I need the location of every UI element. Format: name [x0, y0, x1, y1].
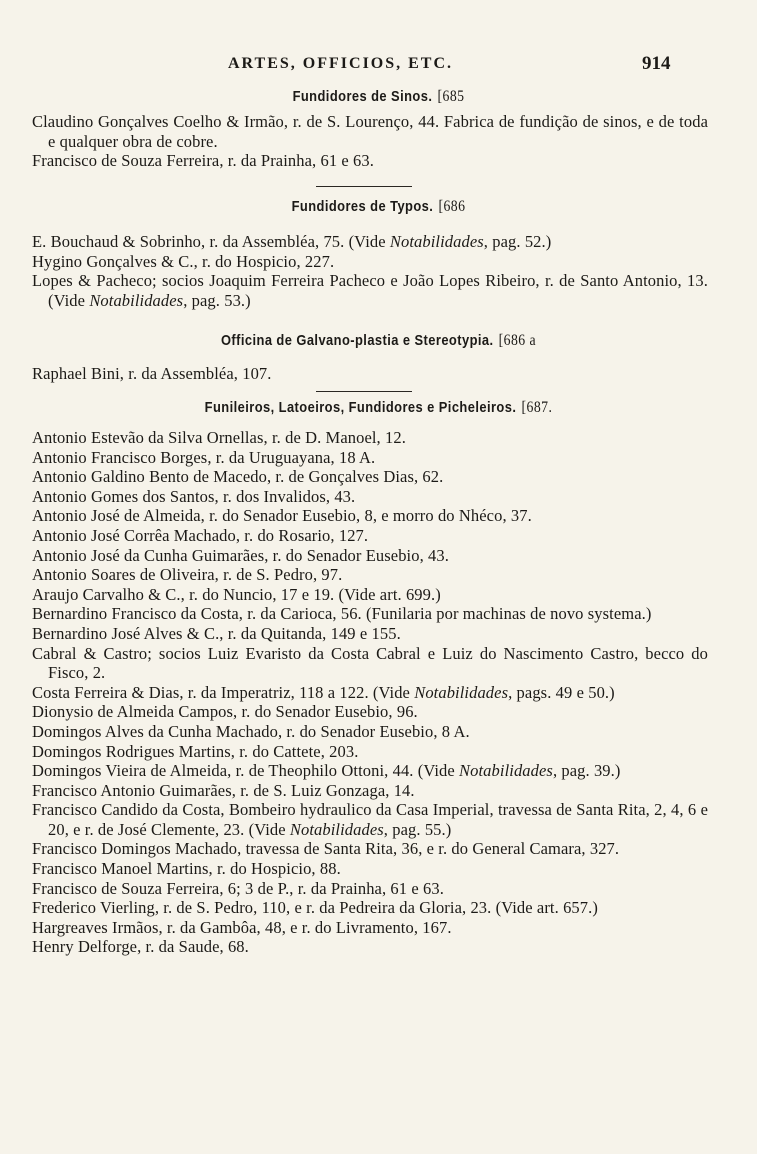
section-code: [686	[438, 198, 466, 215]
list-item: Frederico Vierling, r. de S. Pedro, 110, e r. da Pedreira da Gloria, 23. (Vide art. 657.)	[32, 898, 598, 918]
section-title: Officina de Galvano-plastia e Stereotypia.	[220, 332, 494, 349]
list-item: Dionysio de Almeida Campos, r. do Senador Eusebio, 96.	[32, 702, 418, 722]
list-item: Antonio José de Almeida, r. do Senador Eusebio, 8, e morro do Nhéco, 37.	[32, 506, 532, 526]
section-entries-687	[0, 428, 757, 957]
list-item: Araujo Carvalho & C., r. do Nuncio, 17 e 19. (Vide art. 699.)	[32, 584, 441, 604]
list-item: Domingos Alves da Cunha Machado, r. do Senador Eusebio, 8 A.	[32, 721, 470, 741]
section-divider	[316, 186, 412, 187]
section-heading-686a	[53, 332, 704, 350]
section-code: [687.	[521, 399, 553, 416]
list-item: Francisco Domingos Machado, travessa de Santa Rita, 36, e r. do General Camara, 327.	[32, 839, 620, 859]
list-item: Raphael Bini, r. da Assembléa, 107.	[32, 364, 272, 383]
list-item: Bernardino Francisco da Costa, r. da Carioca, 56. (Funilaria por machinas de novo systema.)	[32, 604, 652, 624]
section-entries-686	[0, 232, 757, 310]
running-head	[0, 55, 757, 83]
section-title: Fundidores de Typos.	[291, 198, 434, 215]
section-heading-687	[53, 399, 704, 417]
list-item: Domingos Vieira de Almeida, r. de Theophilo Ottoni, 44. (Vide Notabilidades, pag. 39.)	[32, 761, 621, 781]
section-title: Funileiros, Latoeiros, Fundidores e Picheleiros.	[204, 399, 517, 416]
running-title: ARTES, OFFICIOS, ETC.	[228, 55, 454, 72]
list-item: Lopes & Pacheco; socios Joaquim Ferreira Pacheco e João Lopes Ribeiro, r. de Santo Antonio, 13. (Vide Notabilidades, pag. 53.)	[32, 271, 708, 310]
list-item: Francisco de Souza Ferreira, 6; 3 de P., r. da Prainha, 61 e 63.	[32, 878, 444, 898]
section-code: [686 a	[498, 332, 537, 349]
section-heading-685	[53, 88, 704, 106]
list-item: Francisco de Souza Ferreira, r. da Prainha, 61 e 63.	[32, 151, 374, 171]
list-item: Antonio Soares de Oliveira, r. de S. Pedro, 97.	[32, 565, 343, 585]
list-item: Antonio Francisco Borges, r. da Uruguayana, 18 A.	[32, 447, 376, 467]
list-item: Antonio José da Cunha Guimarães, r. do Senador Eusebio, 43.	[32, 545, 449, 565]
list-item: Francisco Candido da Costa, Bombeiro hydraulico da Casa Imperial, travessa de Santa Rita, 2, 4, 6 e 20, e r. de José Clemente, 23. (Vide Notabilidades, pag. 55.)	[32, 800, 708, 839]
section-code: [685	[437, 88, 465, 105]
section-title: Fundidores de Sinos.	[292, 88, 433, 105]
list-item: Henry Delforge, r. da Saude, 68.	[32, 937, 249, 957]
list-item: Costa Ferreira & Dias, r. da Imperatriz, 118 a 122. (Vide Notabilidades, pags. 49 e 50.)	[32, 682, 615, 702]
list-item: Claudino Gonçalves Coelho & Irmão, r. de S. Lourenço, 44. Fabrica de fundição de sinos, e de toda e qualquer obra de cobre.	[32, 112, 708, 151]
list-item: Hygino Gonçalves & C., r. do Hospicio, 227.	[32, 251, 335, 271]
section-divider	[316, 391, 412, 392]
list-item: Antonio Galdino Bento de Macedo, r. de Gonçalves Dias, 62.	[32, 467, 444, 487]
page-number: 914	[642, 53, 671, 74]
list-item: Francisco Antonio Guimarães, r. de S. Luiz Gonzaga, 14.	[32, 780, 415, 800]
section-heading-686	[53, 198, 704, 216]
list-item: Domingos Rodrigues Martins, r. do Cattete, 203.	[32, 741, 359, 761]
list-item: Antonio José Corrêa Machado, r. do Rosario, 127.	[32, 525, 369, 545]
list-item: Cabral & Castro; socios Luiz Evaristo da Costa Cabral e Luiz do Nascimento Castro, becco do Fisco, 2.	[32, 643, 708, 683]
list-item: Antonio Gomes dos Santos, r. dos Invalidos, 43.	[32, 486, 356, 506]
section-entries-685	[0, 112, 757, 171]
list-item: E. Bouchaud & Sobrinho, r. da Assembléa, 75. (Vide Notabilidades, pag. 52.)	[32, 232, 552, 251]
list-item: Antonio Estevão da Silva Ornellas, r. de D. Manoel, 12.	[32, 428, 406, 447]
list-item: Bernardino José Alves & C., r. da Quitanda, 149 e 155.	[32, 623, 401, 643]
list-item: Hargreaves Irmãos, r. da Gambôa, 48, e r. do Livramento, 167.	[32, 917, 452, 937]
section-entries-686a	[0, 364, 757, 384]
list-item: Francisco Manoel Martins, r. do Hospicio, 88.	[32, 859, 341, 879]
